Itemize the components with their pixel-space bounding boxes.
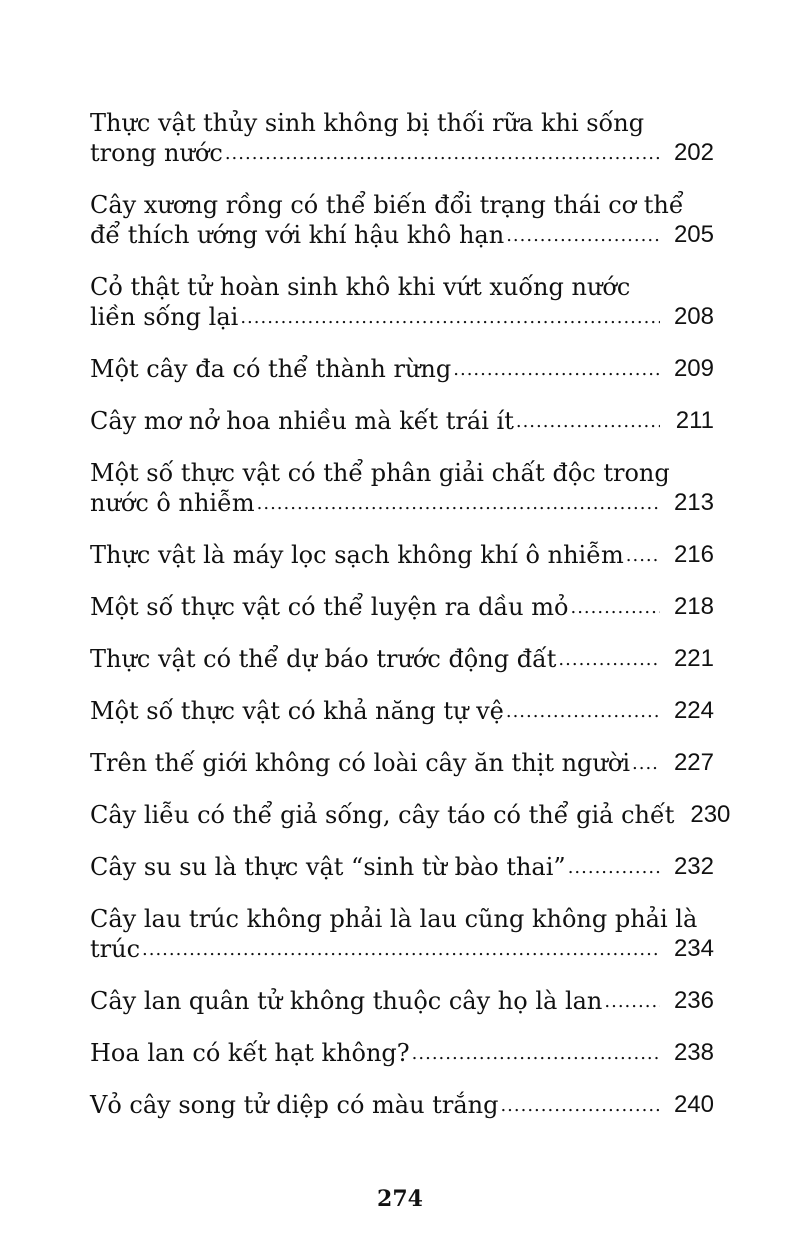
toc-entry[interactable]: [90, 592, 714, 622]
toc-entry-title: Cây mơ nở hoa nhiều mà kết trái ít: [90, 407, 514, 435]
toc-entry-title: Trên thế giới không có loài cây ăn thịt người: [90, 749, 630, 777]
page-number: 274: [377, 1186, 423, 1212]
toc-entry-title: Cây lan quân tử không thuộc cây họ là lan: [90, 987, 603, 1015]
toc-entry-page-number: 232: [673, 853, 714, 880]
toc-entry[interactable]: [90, 458, 714, 518]
toc-entry-title: Hoa lan có kết hạt không?: [90, 1039, 410, 1067]
toc-entry-title-line: Thực vật thủy sinh không bị thối rữa khi sống: [90, 109, 645, 137]
dot-leader: [604, 991, 660, 1013]
toc-entry-last-line: [90, 696, 714, 726]
toc-entry-title: liền sống lại: [90, 303, 239, 331]
toc-entry[interactable]: [90, 108, 714, 168]
toc-entry-last-line: [90, 592, 714, 622]
toc-entry[interactable]: [90, 986, 714, 1016]
toc-entry[interactable]: [90, 696, 714, 726]
table-of-contents: [90, 108, 731, 1142]
toc-entry[interactable]: [90, 354, 714, 384]
toc-entry-title: Thực vật là máy lọc sạch không khí ô nhiễm: [90, 541, 624, 569]
toc-entry-page-number: 230: [690, 801, 731, 828]
toc-entry-last-line: [90, 540, 714, 570]
toc-entry-title: Cây su su là thực vật “sinh từ bào thai”: [90, 853, 566, 881]
toc-entry-title: trúc: [90, 935, 141, 963]
dot-leader: [626, 545, 660, 567]
toc-entry-last-line: [90, 1038, 714, 1068]
toc-entry-page-number: 234: [673, 935, 714, 962]
dot-leader: [568, 857, 660, 879]
toc-entry[interactable]: [90, 852, 714, 882]
toc-entry-last-line: [90, 406, 714, 436]
dot-leader: [632, 753, 660, 775]
dot-leader: [453, 359, 660, 381]
toc-entry-last-line: [90, 488, 714, 518]
toc-entry-title-line: Cây xương rồng có thể biến đổi trạng thái cơ thể: [90, 191, 684, 219]
toc-entry-page-number: 224: [673, 697, 714, 724]
dot-leader: [570, 597, 660, 619]
toc-entry-title: trong nước: [90, 139, 223, 167]
toc-entry-title: Thực vật có thể dự báo trước động đất: [90, 645, 557, 673]
toc-entry-title: Một cây đa có thể thành rừng: [90, 355, 452, 383]
toc-entry[interactable]: [90, 748, 714, 778]
dot-leader: [506, 701, 660, 723]
toc-entry-page-number: 227: [673, 749, 714, 776]
toc-entry-page-number: 218: [673, 593, 714, 620]
toc-entry-last-line: [90, 748, 714, 778]
dot-leader: [412, 1043, 660, 1065]
toc-entry-page-number: 238: [673, 1039, 714, 1066]
toc-entry[interactable]: [90, 406, 714, 436]
toc-entry-page-number: 213: [673, 489, 714, 516]
toc-entry-last-line: [90, 220, 714, 250]
toc-entry-last-line: [90, 302, 714, 332]
toc-entry[interactable]: [90, 1090, 714, 1120]
toc-entry-page-number: 202: [673, 139, 714, 166]
toc-entry-title: Một số thực vật có khả năng tự vệ: [90, 697, 504, 725]
dot-leader: [506, 225, 660, 247]
toc-entry-last-line: [90, 138, 714, 168]
toc-entry[interactable]: [90, 904, 714, 964]
toc-entry-page-number: 211: [675, 407, 714, 434]
toc-entry-last-line: [90, 1090, 714, 1120]
dot-leader: [500, 1095, 660, 1117]
toc-entry[interactable]: [90, 272, 714, 332]
toc-entry-page-number: 236: [673, 987, 714, 1014]
toc-entry-page-number: 209: [673, 355, 714, 382]
dot-leader: [225, 143, 660, 165]
toc-entry-page-number: 221: [673, 645, 714, 672]
dot-leader: [240, 307, 660, 329]
toc-entry-page-number: 208: [673, 303, 714, 330]
toc-entry-title: Vỏ cây song tử diệp có màu trắng: [90, 1091, 499, 1119]
toc-entry-title: Cây liễu có thể giả sống, cây táo có thể giả chết: [90, 801, 675, 829]
toc-entry[interactable]: [90, 190, 714, 250]
toc-entry-last-line: [90, 986, 714, 1016]
toc-entry-title-line: Một số thực vật có thể phân giải chất độc trong: [90, 459, 670, 487]
toc-entry-title: nước ô nhiễm: [90, 489, 255, 517]
dot-leader: [558, 649, 660, 671]
toc-entry-last-line: [90, 644, 714, 674]
toc-entry-title: Một số thực vật có thể luyện ra dầu mỏ: [90, 593, 569, 621]
toc-entry-title-line: Cỏ thật tử hoàn sinh khô khi vứt xuống nước: [90, 273, 631, 301]
dot-leader: [142, 939, 660, 961]
dot-leader: [257, 493, 660, 515]
toc-entry-last-line: [90, 852, 714, 882]
toc-entry-last-line: [90, 354, 714, 384]
toc-entry-page-number: 216: [673, 541, 714, 568]
toc-entry[interactable]: [90, 800, 731, 830]
dot-leader: [516, 411, 660, 433]
toc-entry[interactable]: [90, 540, 714, 570]
toc-entry-last-line: [90, 934, 714, 964]
toc-entry-page-number: 205: [673, 221, 714, 248]
toc-entry-title-line: Cây lau trúc không phải là lau cũng không phải là: [90, 905, 698, 933]
toc-entry[interactable]: [90, 644, 714, 674]
toc-entry[interactable]: [90, 1038, 714, 1068]
toc-entry-page-number: 240: [673, 1091, 714, 1118]
toc-entry-title: để thích ướng với khí hậu khô hạn: [90, 221, 505, 249]
toc-entry-last-line: [90, 800, 731, 830]
